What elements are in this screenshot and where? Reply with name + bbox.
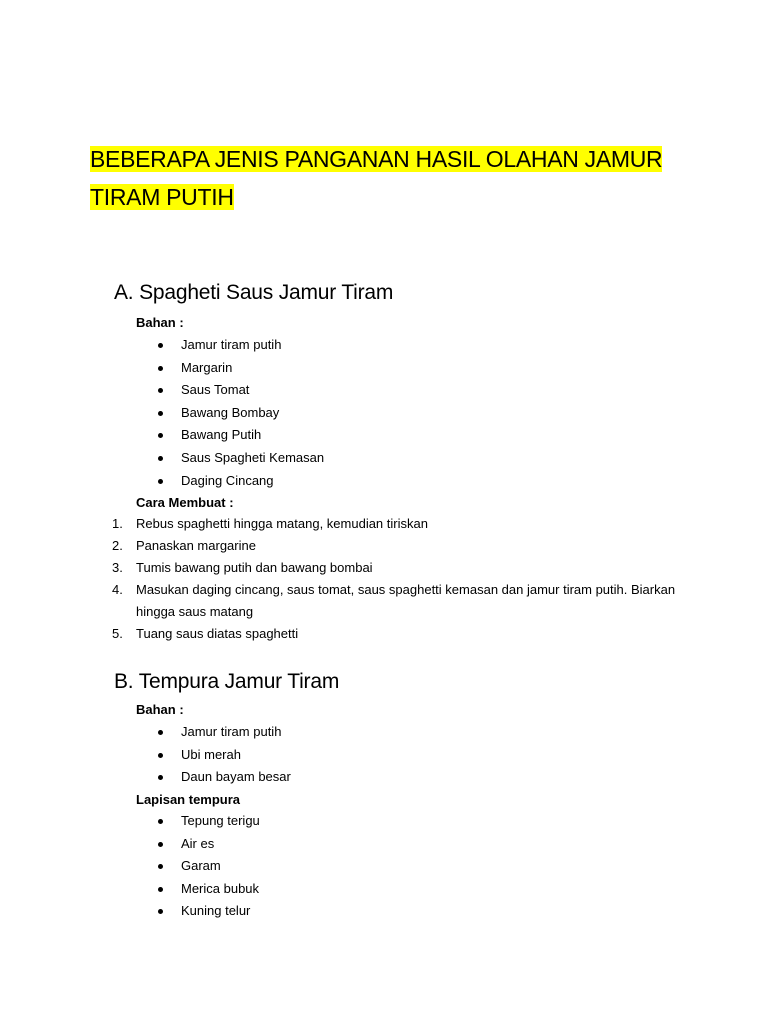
bullet-icon bbox=[158, 909, 163, 914]
section-b-bahan-label: Bahan : bbox=[136, 702, 184, 717]
list-item: Kuning telur bbox=[136, 900, 260, 923]
section-b-bahan-list bbox=[136, 721, 291, 789]
list-item: Bawang Bombay bbox=[136, 402, 324, 425]
list-item: Daun bayam besar bbox=[136, 766, 291, 789]
bullet-icon bbox=[158, 456, 163, 461]
section-b-lapisan-label: Lapisan tempura bbox=[136, 792, 241, 807]
section-a-steps-list bbox=[112, 513, 692, 645]
list-item: Tepung terigu bbox=[136, 810, 260, 833]
step-item: 4. Masukan daging cincang, saus tomat, saus spaghetti kemasan dan jamur tiram putih. Biarkan hingga saus matang bbox=[112, 582, 676, 619]
bullet-icon bbox=[158, 388, 163, 393]
bullet-icon bbox=[158, 819, 163, 824]
step-item: 5. Tuang saus diatas spaghetti bbox=[112, 626, 299, 641]
list-item: Saus Spagheti Kemasan bbox=[136, 447, 324, 470]
step-item: 3. Tumis bawang putih dan bawang bombai bbox=[112, 560, 373, 575]
section-b-lapisan-list bbox=[136, 810, 260, 923]
section-a-cara-label: Cara Membuat : bbox=[136, 495, 234, 510]
bullet-icon bbox=[158, 411, 163, 416]
list-item: Margarin bbox=[136, 357, 324, 380]
title-line-1: BEBERAPA JENIS PANGANAN HASIL OLAHAN JAMUR bbox=[90, 146, 663, 172]
section-a-bahan-list bbox=[136, 334, 324, 492]
section-b-heading: B. Tempura Jamur Tiram bbox=[114, 670, 340, 693]
list-item: Air es bbox=[136, 833, 260, 856]
list-item: Daging Cincang bbox=[136, 470, 324, 493]
bullet-icon bbox=[158, 842, 163, 847]
list-item: Merica bubuk bbox=[136, 878, 260, 901]
list-item: Ubi merah bbox=[136, 744, 291, 767]
step-item: 2. Panaskan margarine bbox=[112, 538, 256, 553]
bullet-icon bbox=[158, 864, 163, 869]
list-item: Saus Tomat bbox=[136, 379, 324, 402]
title-line-2: TIRAM PUTIH bbox=[90, 184, 234, 210]
bullet-icon bbox=[158, 775, 163, 780]
document-title bbox=[90, 140, 670, 216]
bullet-icon bbox=[158, 366, 163, 371]
list-item: Bawang Putih bbox=[136, 424, 324, 447]
bullet-icon bbox=[158, 887, 163, 892]
bullet-icon bbox=[158, 730, 163, 735]
list-item: Jamur tiram putih bbox=[136, 334, 324, 357]
list-item: Garam bbox=[136, 855, 260, 878]
bullet-icon bbox=[158, 433, 163, 438]
bullet-icon bbox=[158, 479, 163, 484]
list-item: Jamur tiram putih bbox=[136, 721, 291, 744]
step-item: 1. Rebus spaghetti hingga matang, kemudian tiriskan bbox=[112, 516, 428, 531]
bullet-icon bbox=[158, 753, 163, 758]
bullet-icon bbox=[158, 343, 163, 348]
section-a-bahan-label: Bahan : bbox=[136, 315, 184, 330]
section-a-heading: A. Spagheti Saus Jamur Tiram bbox=[114, 281, 394, 304]
